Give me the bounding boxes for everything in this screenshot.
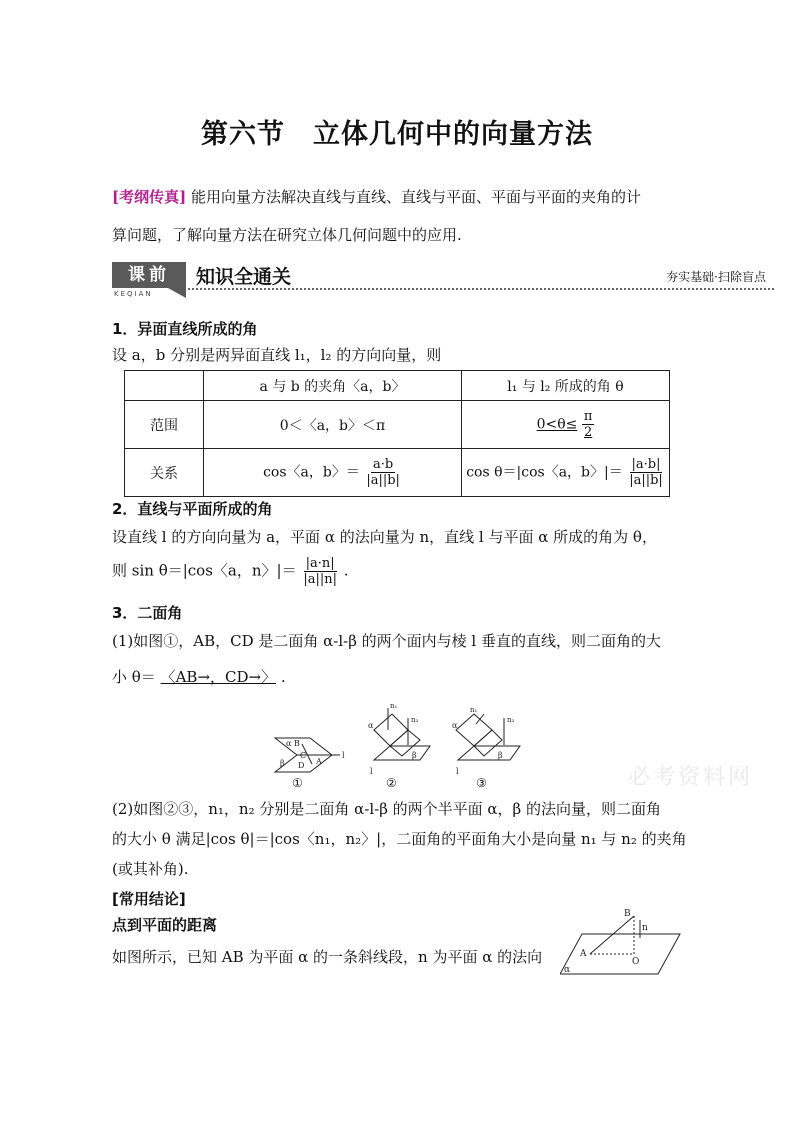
intro-tag: [考纲传真] [112, 188, 187, 206]
relation-lines-num: |a·b| [631, 457, 661, 472]
common-line-1: 如图所示，已知 AB 为平面 α 的一条斜线段，n 为平面 α 的法向 [112, 948, 543, 966]
figure-1-diagram [275, 738, 345, 772]
page-title: 第六节 立体几何中的向量方法 [201, 119, 593, 150]
svg-text:l: l [342, 751, 345, 760]
figure-1-label: ① [292, 776, 303, 790]
table-header-lines: l₁ 与 l₂ 所成的角 θ [462, 371, 670, 401]
point-plane-figure [560, 908, 684, 982]
banner-slogan: 夯实基础·扫除盲点 [666, 270, 766, 284]
intro-line-1 [112, 186, 641, 207]
svg-text:O: O [632, 957, 640, 967]
figure-3-diagram [452, 706, 520, 776]
svg-text:D: D [298, 761, 305, 770]
range-fraction-num: π [583, 409, 593, 424]
section-2-fraction-num: |a·n| [305, 556, 335, 571]
svg-text:A: A [316, 757, 322, 766]
section-2-fraction [301, 556, 339, 587]
table-relation-vectors [204, 449, 462, 497]
svg-text:α: α [564, 965, 571, 975]
relation-lines-fraction [627, 457, 665, 488]
watermark: 必考资料网 [628, 765, 754, 790]
angle-table [124, 370, 670, 497]
section-2-formula-prefix: 则 sin θ＝|cos〈a，n〉|＝ [112, 561, 297, 580]
svg-text:α: α [452, 721, 458, 730]
relation-vectors-prefix: cos〈a，b〉＝ [263, 464, 360, 481]
svg-text:B: B [624, 909, 631, 919]
svg-text:β: β [280, 759, 285, 768]
p1-angle-value: 〈AB→，CD→〉 [160, 668, 277, 686]
table-relation-lines [462, 449, 670, 497]
table-header-vectors: a 与 b 的夹角〈a，b〉 [204, 371, 462, 401]
svg-text:n₂: n₂ [411, 716, 419, 724]
svg-text:n: n [642, 923, 648, 933]
svg-text:n₂: n₂ [507, 716, 515, 724]
banner-dotted-rule [188, 288, 774, 290]
section-2-formula-suffix: . [343, 561, 349, 580]
figure-2-diagram [368, 702, 430, 776]
section-3-p2-line-2: 的大小 θ 满足|cos θ|＝|cos〈n₁，n₂〉|，二面角的平面角大小是向量 n₁ 与 n₂ 的夹角 [112, 830, 687, 848]
intro-line-2: 算问题，了解向量方法在研究立体几何问题中的应用. [112, 226, 462, 244]
section-2-line-1: 设直线 l 的方向向量为 a，平面 α 的法向量为 n，直线 l 与平面 α 所成的角为 θ， [112, 528, 657, 546]
section-2-line-2 [112, 556, 349, 587]
svg-text:α: α [368, 721, 374, 730]
svg-text:C: C [300, 751, 307, 760]
section-2-heading: 2．直线与平面所成的角 [112, 500, 273, 518]
svg-text:n₁: n₁ [390, 702, 398, 710]
table-row-label-range: 范围 [125, 401, 204, 449]
svg-text:l: l [370, 767, 373, 776]
relation-vectors-fraction [364, 457, 402, 488]
banner-sub-label: KEQIAN [114, 290, 153, 298]
range-fraction-den: 2 [583, 425, 593, 440]
section-1-intro: 设 a，b 分别是两异面直线 l₁，l₂ 的方向向量，则 [112, 346, 442, 364]
banner-label-box: 课前 [112, 262, 186, 288]
dihedral-figures [270, 700, 540, 795]
svg-text:α B: α B [286, 739, 300, 748]
section-3-heading: 3．二面角 [112, 604, 183, 622]
section-2-fraction-den: |a||n| [303, 572, 338, 587]
relation-lines-prefix: cos θ＝|cos〈a，b〉|＝ [466, 464, 623, 481]
svg-text:A: A [580, 949, 587, 959]
svg-text:n₁: n₁ [470, 706, 478, 714]
table-range-vectors: 0＜〈a，b〉＜π [204, 401, 462, 449]
svg-text:β: β [498, 751, 503, 760]
common-heading: 点到平面的距离 [112, 916, 218, 934]
common-tag: [常用结论] [112, 890, 186, 908]
svg-text:β: β [412, 751, 417, 760]
figure-3-label: ③ [476, 776, 487, 790]
section-3-p1-line-2 [112, 666, 286, 687]
table-row-label-relation: 关系 [125, 449, 204, 497]
relation-vectors-num: a·b [373, 457, 394, 472]
intro-text-1: 能用向量方法解决直线与直线、直线与平面、平面与平面的夹角的计 [190, 188, 641, 206]
svg-text:l: l [456, 767, 459, 776]
table-range-lines [462, 401, 670, 449]
relation-vectors-den: |a||b| [366, 473, 400, 488]
relation-lines-den: |a||b| [629, 473, 663, 488]
section-3-p2-line-1: (2)如图②③，n₁，n₂ 分别是二面角 α-l-β 的两个半平面 α，β 的法向量，则二面角 [112, 800, 661, 818]
range-prefix: 0<θ≤ [536, 416, 578, 433]
range-fraction [582, 409, 595, 440]
figure-2-label: ② [386, 776, 397, 790]
section-1-heading: 1．异面直线所成的角 [112, 320, 258, 338]
section-3-p2-line-3: (或其补角). [112, 860, 189, 878]
banner-triangle [168, 288, 186, 298]
banner-heading: 知识全通关 [196, 266, 292, 288]
table-corner [125, 371, 204, 401]
p1-prefix: 小 θ＝ [112, 668, 156, 686]
section-3-p1-line-1: (1)如图①，AB，CD 是二面角 α-l-β 的两个面内与棱 l 垂直的直线，则二面角的大 [112, 632, 661, 650]
p1-suffix: . [280, 668, 286, 686]
